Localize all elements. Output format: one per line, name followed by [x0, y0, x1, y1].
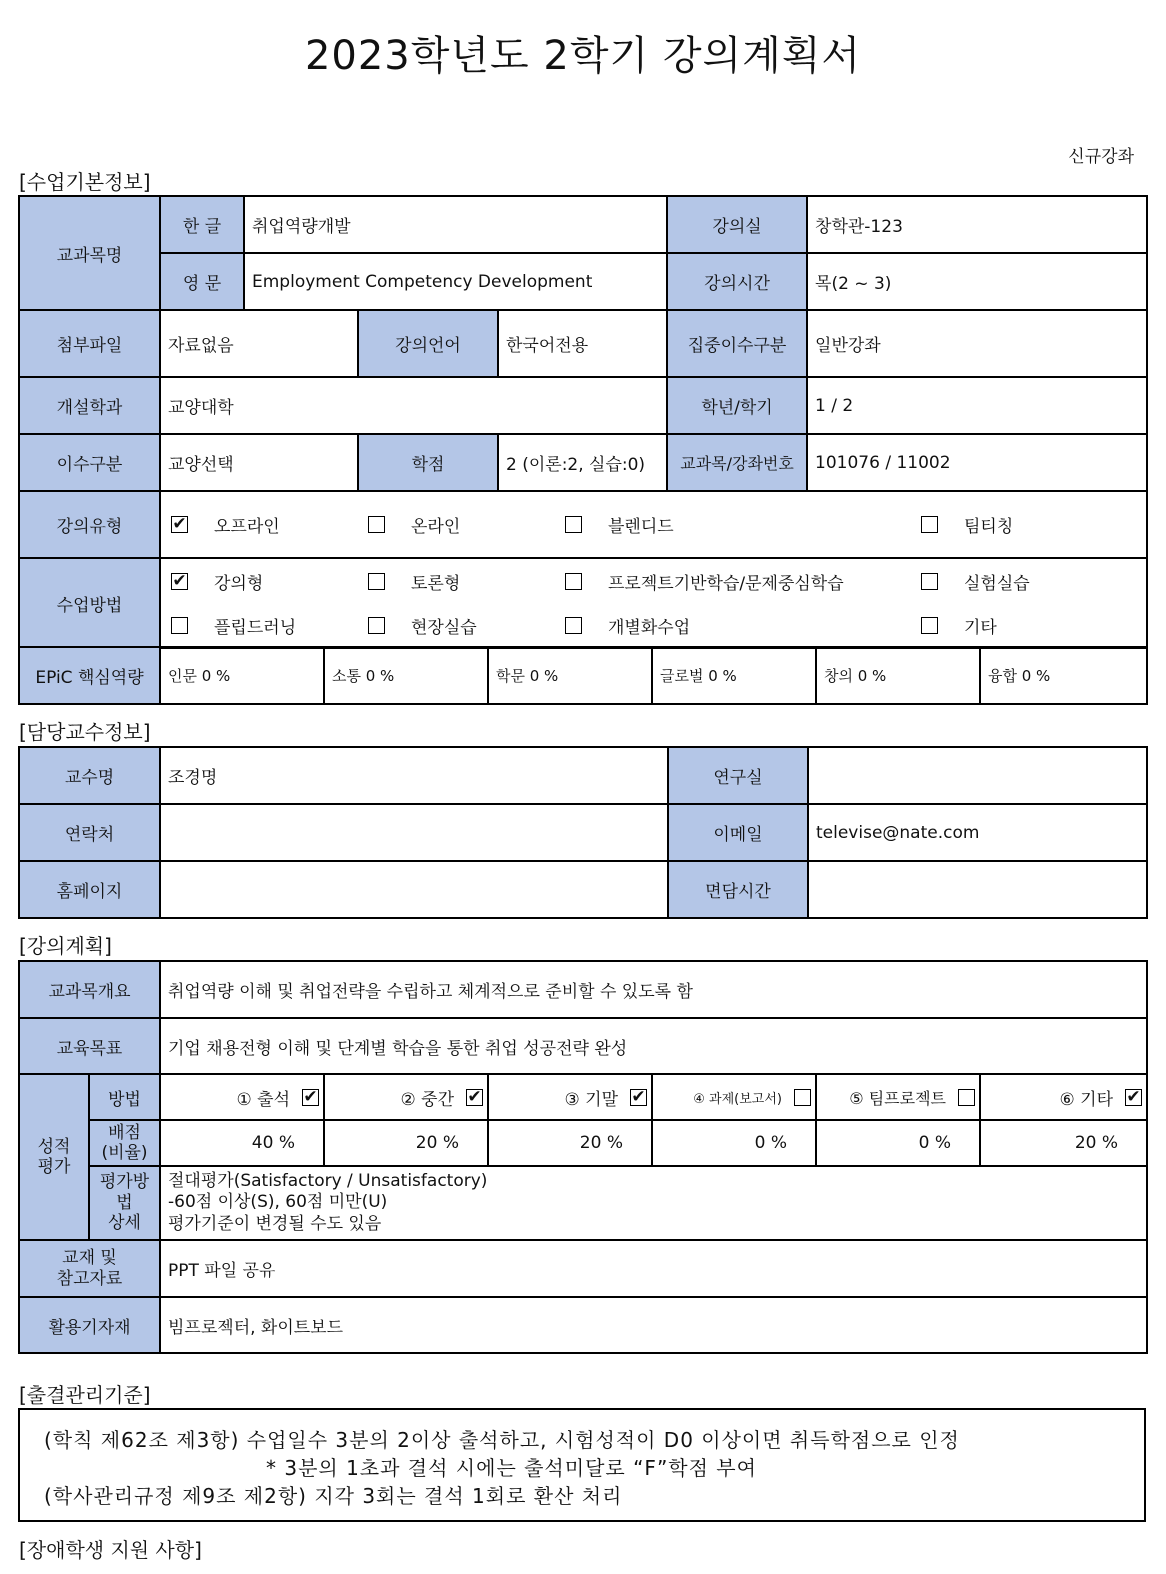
option-label-online: 온라인: [411, 517, 461, 537]
epic-label: EPiC 핵심역량: [19, 647, 160, 704]
epic-convergence: 융합 0 %: [980, 647, 1147, 704]
plan-table: [18, 960, 1148, 1354]
checkbox-other[interactable]: [921, 617, 938, 634]
language-value: 한국어전용: [498, 310, 667, 377]
option-label-other: 기타: [964, 617, 997, 638]
email-label: 이메일: [668, 804, 808, 861]
email-value[interactable]: televise@nate.com: [808, 804, 1147, 861]
checkbox-grading-team-project[interactable]: [958, 1089, 975, 1106]
checkbox-grading-midterm[interactable]: ✔: [467, 1086, 482, 1107]
epic-communication: 소통 0 %: [324, 647, 488, 704]
ratio-other: 20 %: [980, 1120, 1147, 1166]
office-hours-value: [808, 861, 1147, 918]
attendance-rule-line: * 3분의 1초과 결석 시에는 출석미달로 “F”학점 부여: [266, 1456, 757, 1480]
intensive-label: 집중이수구분: [667, 310, 807, 377]
option-label-lecture: 강의형: [214, 573, 264, 594]
language-label: 강의언어: [358, 310, 498, 377]
grading-midterm-label: ② 중간: [400, 1089, 454, 1110]
checkbox-discussion[interactable]: [368, 573, 385, 590]
grading-team-project-label: ⑤ 팀프로젝트: [849, 1088, 946, 1108]
epic-table: [18, 646, 1148, 705]
credit-value: 2 (이론:2, 실습:0): [498, 434, 667, 491]
contact-label: 연락처: [19, 804, 160, 861]
korean-name-value: 취업역량개발: [244, 196, 667, 253]
lecture-type-options: [160, 491, 1147, 558]
checkbox-lab[interactable]: [921, 573, 938, 590]
ratio-midterm: 20 %: [324, 1120, 488, 1166]
option-label-pbl: 프로젝트기반학습/문제중심학습: [608, 573, 844, 594]
ratio-assignment: 0 %: [652, 1120, 816, 1166]
textbook-label: 교재 및 참고자료: [19, 1240, 160, 1297]
checkbox-pbl[interactable]: [565, 573, 582, 590]
checkbox-field-practice[interactable]: [368, 617, 385, 634]
checkbox-offline[interactable]: ✔: [172, 514, 187, 534]
class-method-label: 수업방법: [19, 558, 160, 648]
professor-name-label: 교수명: [19, 747, 160, 804]
course-code-value: 101076 / 11002: [807, 434, 1147, 491]
grading-other-label: ⑥ 기타: [1059, 1089, 1114, 1110]
overview-label: 교과목개요: [19, 961, 160, 1018]
department-label: 개설학과: [19, 377, 160, 434]
intensive-value: 일반강좌: [807, 310, 1147, 377]
professor-table: [18, 746, 1148, 919]
option-label-lab: 실험실습: [964, 573, 1030, 594]
checkbox-flipped[interactable]: [171, 617, 188, 634]
grading-attendance-label: ① 출석: [236, 1089, 290, 1110]
ratio-label: 배점 (비율): [89, 1120, 160, 1166]
grading-assignment-label: ④ 과제(보고서): [693, 1091, 782, 1107]
homepage-value: [160, 861, 668, 918]
class-method-options: [160, 558, 1147, 648]
course-code-label: 교과목/강좌번호: [667, 434, 807, 491]
option-label-blended: 블렌디드: [608, 517, 674, 537]
goal-label: 교육목표: [19, 1018, 160, 1074]
checkbox-online[interactable]: [368, 516, 385, 533]
detail-line: 절대평가(Satisfactory / Unsatisfactory): [168, 1171, 488, 1192]
contact-value: [160, 804, 668, 861]
time-label: 강의시간: [667, 253, 807, 310]
grade-semester-value: 1 / 2: [807, 377, 1147, 434]
grading-final-label: ③ 기말: [564, 1089, 618, 1110]
english-name-label: 영 문: [160, 253, 244, 310]
checkbox-individualized[interactable]: [565, 617, 582, 634]
department-value: 교양대학: [160, 377, 667, 434]
overview-value: 취업역량 이해 및 취업전략을 수립하고 체계적으로 준비할 수 있도록 함: [160, 961, 1147, 1018]
detail-line: -60점 이상(S), 60점 미만(U): [168, 1192, 388, 1213]
checkbox-grading-attendance[interactable]: ✔: [303, 1086, 318, 1107]
evaluation-detail-label: 평가방 법 상세: [89, 1166, 160, 1240]
grade-evaluation-label: 성적 평가: [19, 1074, 89, 1240]
office-hours-label: 면담시간: [668, 861, 808, 918]
attendance-policy-box: [18, 1408, 1146, 1522]
basic-info-table: [18, 195, 1148, 649]
textbook-value: PPT 파일 공유: [160, 1240, 1147, 1297]
korean-name-label: 한 글: [160, 196, 244, 253]
section-title-plan: [강의계획]: [19, 934, 112, 958]
section-title-attendance: [출결관리기준]: [19, 1383, 151, 1407]
option-label-field-practice: 현장실습: [411, 617, 477, 638]
english-name-value: Employment Competency Development: [244, 253, 667, 310]
office-value: [808, 747, 1147, 804]
section-title-professor: [담당교수정보]: [19, 720, 151, 744]
checkbox-grading-assignment[interactable]: [794, 1089, 811, 1106]
office-label: 연구실: [668, 747, 808, 804]
grade-semester-label: 학년/학기: [667, 377, 807, 434]
epic-humanities: 인문 0 %: [160, 647, 324, 704]
evaluation-method-label: 방법: [89, 1074, 160, 1120]
section-title-disability: [장애학생 지원 사항]: [19, 1538, 202, 1562]
course-name-label: 교과목명: [19, 196, 160, 310]
checkbox-grading-final[interactable]: ✔: [631, 1086, 646, 1107]
option-label-team-teaching: 팀티칭: [964, 517, 1014, 537]
goal-value: 기업 채용전형 이해 및 단계별 학습을 통한 취업 성공전략 완성: [160, 1018, 1147, 1074]
credit-label: 학점: [358, 434, 498, 491]
option-label-individualized: 개별화수업: [608, 617, 691, 638]
epic-creativity: 창의 0 %: [816, 647, 980, 704]
option-label-flipped: 플립드러닝: [214, 617, 297, 638]
epic-global: 글로벌 0 %: [652, 647, 816, 704]
evaluation-detail-value: [160, 1166, 1147, 1240]
document-title: 2023학년도 2학기 강의계획서: [304, 33, 862, 79]
professor-name-value: 조경명: [160, 747, 668, 804]
option-label-discussion: 토론형: [411, 573, 461, 594]
new-course-label: 신규강좌: [1068, 147, 1134, 167]
option-label-offline: 오프라인: [214, 517, 280, 537]
homepage-label: 홈페이지: [19, 861, 160, 918]
lecture-type-label: 강의유형: [19, 491, 160, 558]
ratio-final: 20 %: [488, 1120, 652, 1166]
checkbox-team-teaching[interactable]: [921, 516, 938, 533]
equipment-value: 빔프로젝터, 화이트보드: [160, 1297, 1147, 1353]
epic-academic: 학문 0 %: [488, 647, 652, 704]
completion-type-label: 이수구분: [19, 434, 160, 491]
section-title-basic: [수업기본정보]: [19, 170, 151, 194]
checkbox-lecture[interactable]: ✔: [172, 570, 187, 591]
checkbox-blended[interactable]: [565, 516, 582, 533]
room-label: 강의실: [667, 196, 807, 253]
attendance-rule-line: (학칙 제62조 제3항) 수업일수 3분의 2이상 출석하고, 시험성적이 D0 이상이면 취득학점으로 인정: [44, 1428, 960, 1452]
checkbox-grading-other[interactable]: ✔: [1126, 1086, 1141, 1107]
attendance-rule-line: (학사관리규정 제9조 제2항) 지각 3회는 결석 1회로 환산 처리: [44, 1484, 623, 1508]
equipment-label: 활용기자재: [19, 1297, 160, 1353]
room-value: 창학관-123: [807, 196, 1147, 253]
completion-type-value: 교양선택: [160, 434, 358, 491]
ratio-team-project: 0 %: [816, 1120, 980, 1166]
ratio-attendance: 40 %: [160, 1120, 324, 1166]
attachment-value: 자료없음: [160, 310, 358, 377]
detail-line: 평가기준이 변경될 수도 있음: [168, 1213, 382, 1234]
attachment-label: 첨부파일: [19, 310, 160, 377]
time-value: 목(2 ~ 3): [807, 253, 1147, 310]
